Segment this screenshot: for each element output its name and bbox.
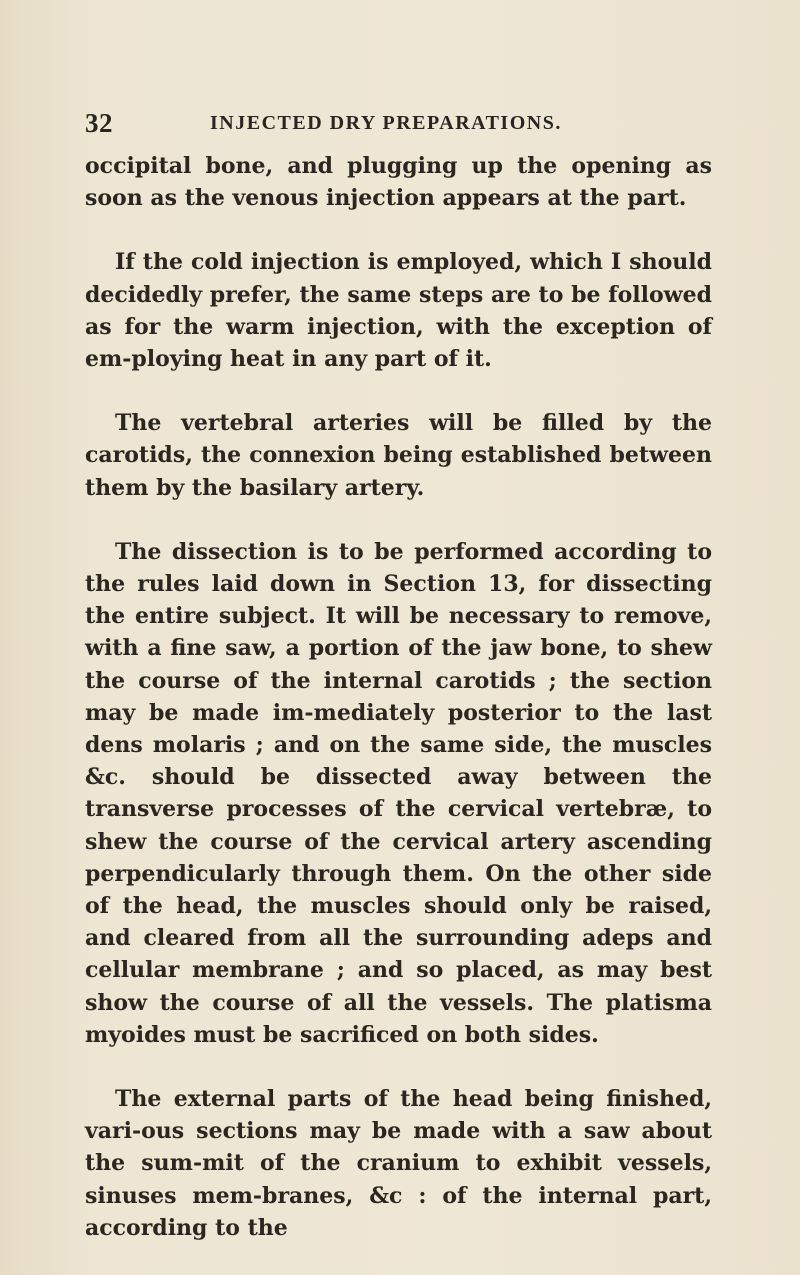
body-text (85, 150, 712, 1244)
paragraph: The dissection is to be performed according to the rules laid down in Section 13, for dissecting the entire subject. It will be necessary to remove, with a fine saw, a portion of the jaw bone, to shew the course of the internal carotids ; the section may be made im-mediately posterior to the last dens molaris ; and on the same side, the muscles &c. should be dissected away between the transverse processes of the cervical vertebræ, to shew the course of the cervical artery ascending perpendicularly through them. On the other side of the head, the muscles should only be raised, and cleared from all the surrounding adeps and cellular membrane ; and so placed, as may best show the course of all the vessels. The platisma myoides must be sacrificed on both sides. (85, 538, 712, 1048)
page-number: 32 (85, 108, 113, 138)
paragraph: The external parts of the head being finished, vari-ous sections may be made with a saw about the sum-mit of the cranium to exhibit vessels, sinuses mem-branes, &c : of the internal part, according to the (85, 1086, 712, 1241)
page-header (85, 108, 765, 148)
paragraph: The vertebral arteries will be filled by the carotids, the connexion being established between them by the basilary artery. (85, 410, 712, 501)
running-head: INJECTED DRY PREPARATIONS. (210, 112, 562, 134)
paragraph: occipital bone, and plugging up the opening as soon as the venous injection appears at the part. (85, 153, 712, 212)
paragraph: If the cold injection is employed, which I should decidedly prefer, the same steps are to be followed as for the warm injection, with the exception of em-ploying heat in any part of it. (85, 249, 712, 373)
